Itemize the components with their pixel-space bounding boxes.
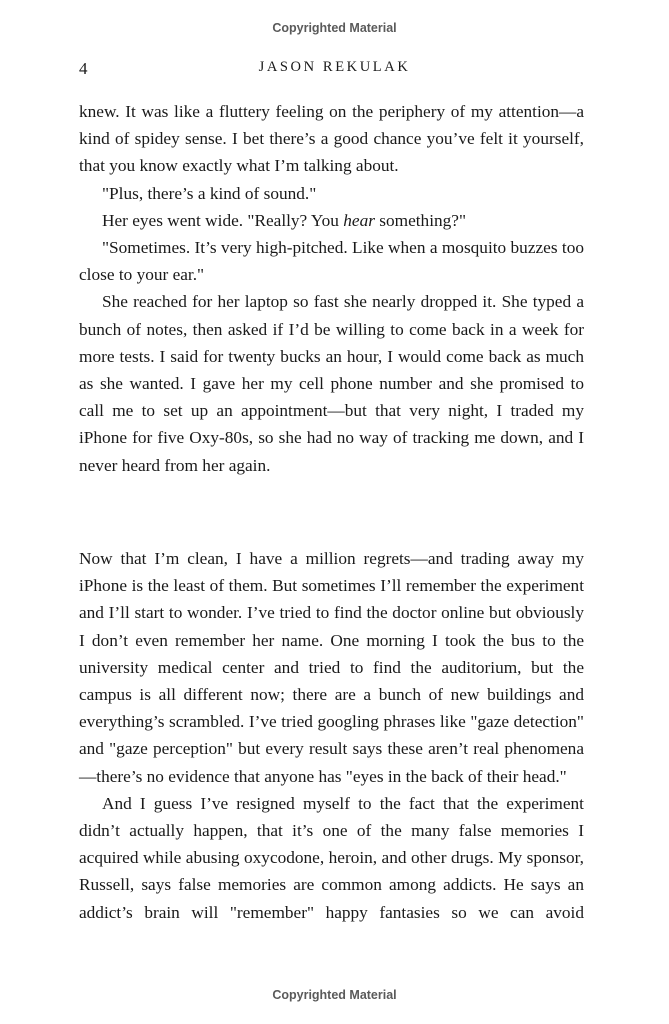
body-text-section-2 [79,545,584,926]
paragraph: Now that I’m clean, I have a million regrets—and trading away my iPhone is the least of them. But sometimes I’ll remember the experiment and I’ll start to wonder. I’ve tried to find the doctor online but obviously I don’t even remember her name. One morning I took the bus to the university medical center and tried to find the auditorium, but the campus is all different now; there are a bunch of new buildings and everything’s scrambled. I’ve tried googling phrases like "gaze detection" and "gaze perception" but every result says these aren’t real phenomena—there’s no evidence that anyone has "eyes in the back of their head." [79,549,584,786]
paragraph [79,207,584,234]
copyright-watermark-bottom: Copyrighted Material [272,988,397,1002]
paragraph: "Sometimes. It’s very high-pitched. Like when a mosquito buzzes too close to your ear." [79,238,584,285]
paragraph-text: something?" [374,210,467,230]
paragraph-text: Her eyes went wide. "Really? You [102,210,344,230]
copyright-watermark-top: Copyrighted Material [272,21,397,35]
paragraph: She reached for her laptop so fast she nearly dropped it. She typed a bunch of notes, then asked if I’d be willing to come back in a week for more tests. I said for twenty bucks an hour, I would come back as much as she wanted. I gave her my cell phone number and she promised to call me to set up an appointment—but that very night, I traded my iPhone for five Oxy-80s, so she had no way of tracking me down, and I never heard from her again. [79,292,584,475]
paragraph: "Plus, there’s a kind of sound." [102,183,317,203]
page-number: 4 [79,59,88,78]
paragraph: knew. It was like a fluttery feeling on the periphery of my attention—a kind of spidey sense. I bet there’s a good chance you’ve felt it yourself, that you know exactly what I’m talking about. [79,102,584,176]
running-head-author: JASON REKULAK [258,59,411,75]
paragraph: And I guess I’ve resigned myself to the fact that the experiment didn’t actually happen, that it’s one of the many false memories I acquired while abusing oxycodone, heroin, and other drugs. My sponsor, Russell, says false memories are common among addicts. He says an addict’s brain will "remember" happy fantasies so we can avoid [79,793,584,922]
emphasis-text: hear [343,210,375,230]
body-text-section-1 [79,98,584,479]
